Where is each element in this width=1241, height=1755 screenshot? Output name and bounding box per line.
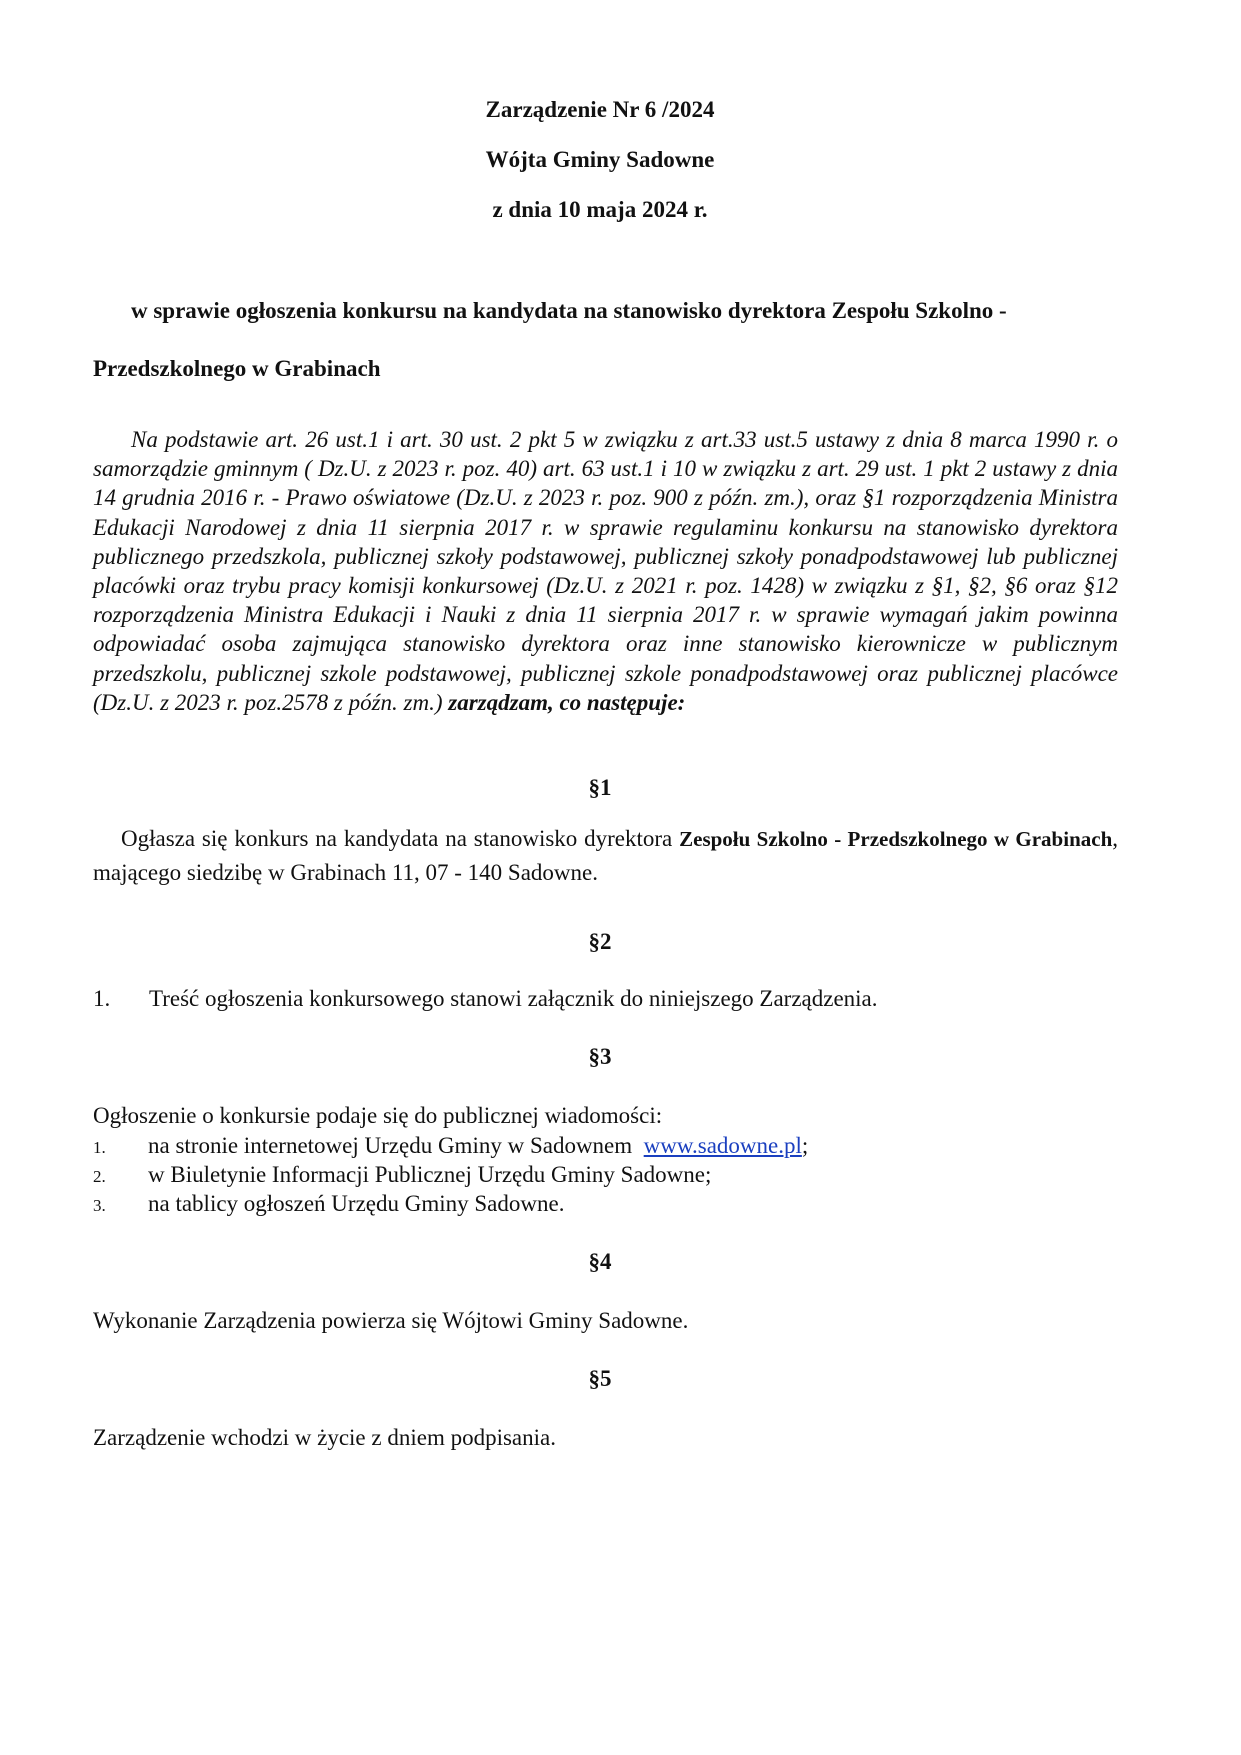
list-item-text: w Biuletynie Informacji Publicznej Urzędu Gminy Sadowne; (148, 1162, 712, 1187)
document-issuer: Wójta Gminy Sadowne (485, 147, 715, 172)
list-item-number: 1. (93, 1138, 106, 1157)
section-1-text: Ogłasza się konkurs na kandydata na stanowisko dyrektora (121, 826, 673, 851)
list-item-text: na tablicy ogłoszeń Urzędu Gminy Sadowne. (148, 1191, 565, 1216)
section-2-item-text: Treść ogłoszenia konkursowego stanowi załącznik do niniejszego Zarządzenia. (149, 986, 878, 1011)
section-3-mark: §3 (588, 1044, 612, 1069)
list-item (93, 1161, 711, 1191)
legal-basis-text: Na podstawie art. 26 ust.1 i art. 30 ust. 2 pkt 5 w związku z art.33 ust.5 ustawy z dnia 8 marca 1990 r. o samorządzie gminnym ( Dz.U. z 2023 r. poz. 40) art. 63 ust.1 i 10 w związku z art. 29 ust. 1 pkt 2 ustawy z dnia 14 grudnia 2016 r. - Prawo oświatowe (Dz.U. z 2023 r. poz. 900 z późn. zm.), oraz §1 rozporządzenia Ministra Edukacji Narodowej z dnia 11 sierpnia 2017 r. w sprawie regulaminu konkursu na stanowisko dyrektora publicznego przedszkola, publicznej szkoły podstawowej, publicznej szkoły ponadpodstawowej lub publicznej placówki oraz trybu pracy komisji konkursowej (Dz.U. z 2021 r. poz. 1428) w związku z §1, §2, §6 oraz §12 rozporządzenia Ministra Edukacji i Nauki z dnia 11 sierpnia 2017 r. w sprawie wymagań jakim powinna odpowiadać osoba zajmująca stanowisko dyrektora oraz inne stanowisko kierownicze w publicznym przedszkolu, publicznej szkole podstawowej, publicznej szkole ponadpodstawowej oraz publicznej placówce (Dz.U. z 2023 r. poz.2578 z późn. zm.) (93, 427, 1118, 715)
section-2-item (93, 985, 878, 1013)
section-5-mark: §5 (588, 1366, 612, 1391)
website-link[interactable]: www.sadowne.pl (643, 1133, 802, 1158)
section-1-mark: §1 (588, 775, 612, 800)
section-4-mark: §4 (588, 1249, 612, 1274)
section-1-address: , mającego siedzibę w Grabinach 11, 07 - 140 Sadowne. (93, 826, 1119, 885)
legal-basis-paragraph (93, 425, 1118, 717)
list-item-number: 3. (93, 1196, 106, 1215)
list-item (93, 1190, 564, 1220)
section-1-school-name: Zespołu Szkolno - Przedszkolnego w Grabinach (679, 827, 1113, 851)
section-3-intro: Ogłoszenie o konkursie podaje się do publicznej wiadomości: (93, 1103, 663, 1128)
list-item-text: na stronie internetowej Urzędu Gminy w Sadownem (148, 1133, 633, 1158)
legal-basis-closing: zarządzam, co następuje: (448, 689, 686, 715)
list-item-number: 2. (93, 1167, 106, 1186)
document-title: Zarządzenie Nr 6 /2024 (485, 97, 715, 122)
section-5-text: Zarządzenie wchodzi w życie z dniem podpisania. (93, 1425, 556, 1450)
list-item-suffix: ; (801, 1133, 809, 1158)
document-date: z dnia 10 maja 2024 r. (492, 197, 708, 222)
section-2-item-number: 1. (93, 986, 111, 1011)
section-2-mark: §2 (588, 929, 612, 954)
section-4-text: Wykonanie Zarządzenia powierza się Wójtowi Gminy Sadowne. (93, 1308, 689, 1333)
section-1-paragraph (93, 822, 1118, 889)
list-item (93, 1132, 808, 1162)
document-subject: w sprawie ogłoszenia konkursu na kandydata na stanowisko dyrektora Zespołu Szkolno - Przedszkolnego w Grabinach (93, 298, 1007, 381)
